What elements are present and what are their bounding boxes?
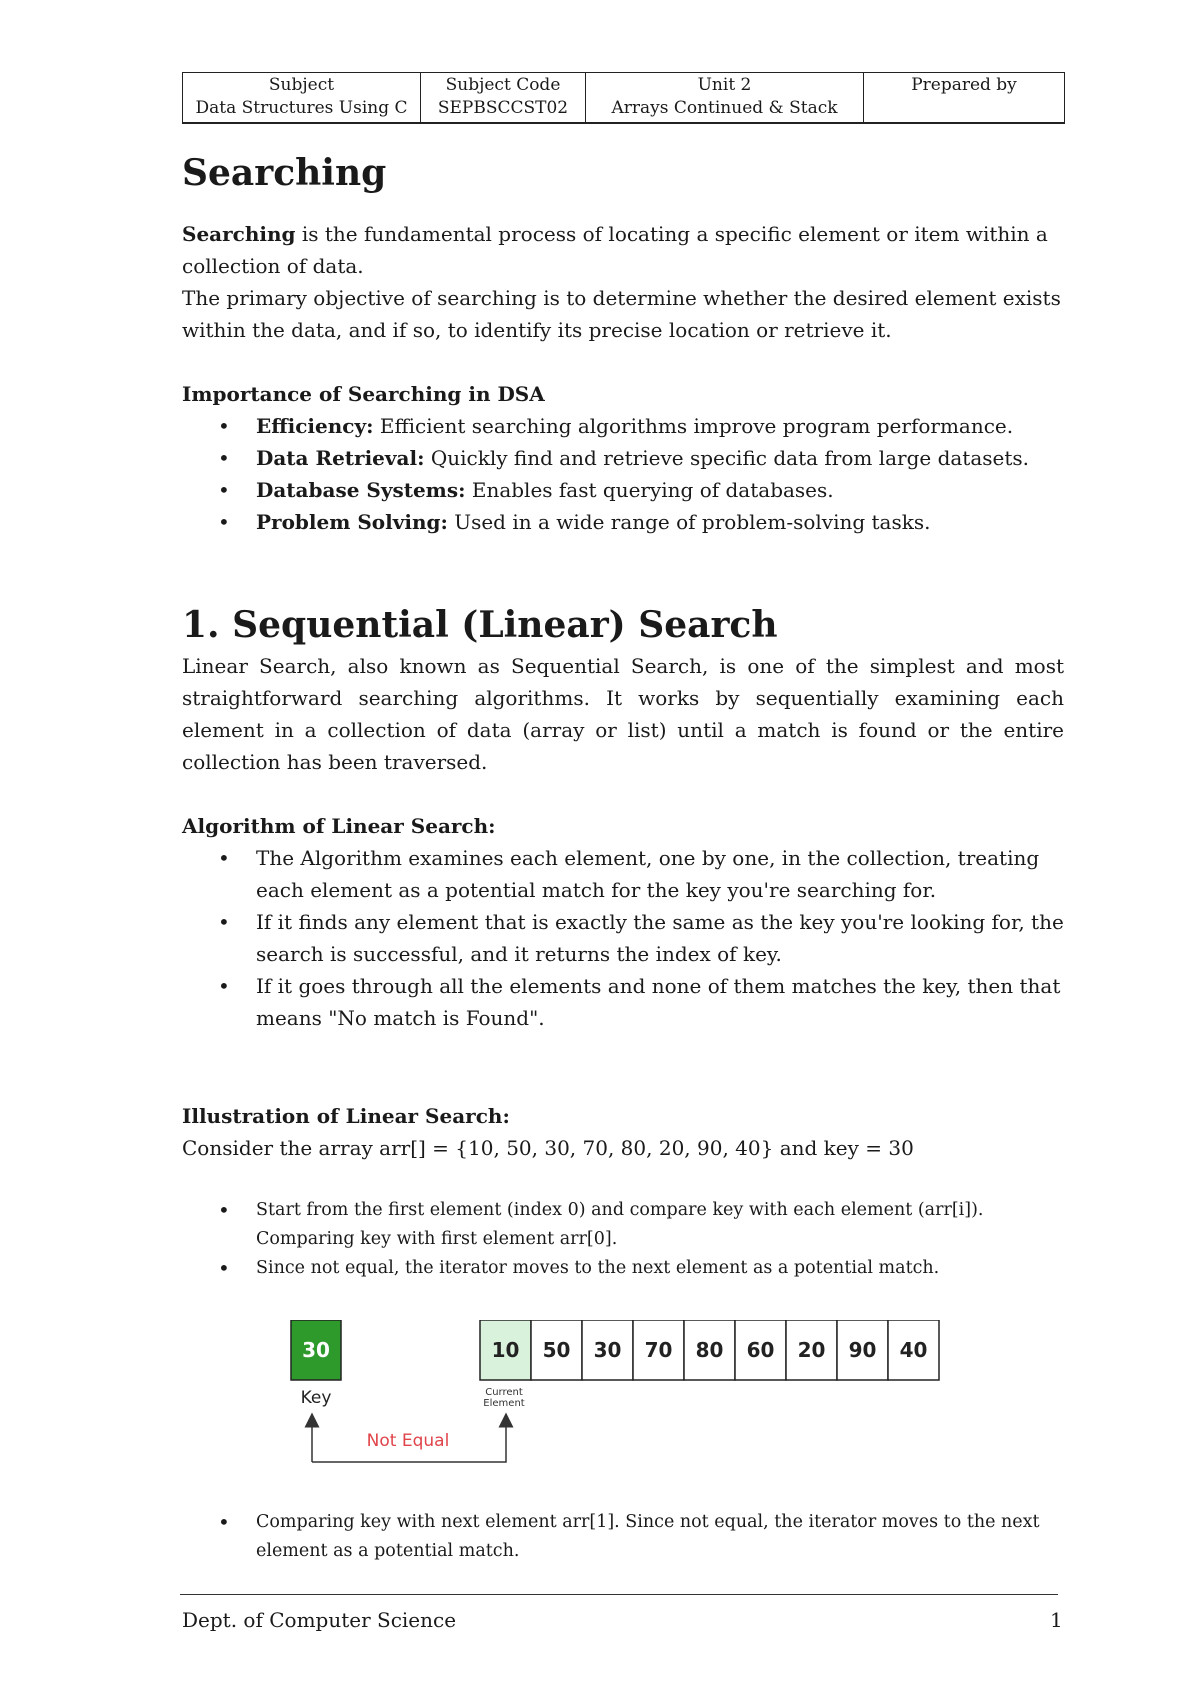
footer-department: Dept. of Computer Science — [182, 1608, 457, 1632]
header-label: Subject — [268, 75, 335, 95]
searching-objective: The primary objective of searching is to determine whether the desired element exists within the data, and if so, to identify its precise location or retrieve it. — [182, 286, 1061, 342]
algorithm-heading: Algorithm of Linear Search: — [182, 814, 496, 838]
header-value: Data Structures Using C — [195, 98, 408, 118]
key-box — [291, 1320, 341, 1380]
array-cell — [786, 1320, 837, 1380]
page-number: 1 — [1050, 1608, 1063, 1632]
searching-intro — [182, 218, 1064, 282]
array-cell-value: 10 — [491, 1338, 520, 1362]
array-cell-value: 20 — [797, 1338, 826, 1362]
list-item: • Problem Solving: Used in a wide range of problem-solving tasks. — [182, 506, 1064, 538]
array-cell — [888, 1320, 939, 1380]
array-cell — [531, 1320, 582, 1380]
searching-intro-text: is the fundamental process of locating a specific element or item within a collection of data. — [182, 222, 1048, 278]
linear-search-description: Linear Search, also known as Sequential Search, is one of the simplest and most straightforward searching algorithms. It works by sequentially examining each element in a collection of data (array or list) until a match is found or the entire collection has been traversed. — [182, 654, 1064, 774]
algorithm-list — [182, 842, 1064, 1034]
header-cell-prepared-by — [864, 73, 1065, 124]
linear-search-title: 1. Sequential (Linear) Search — [182, 604, 778, 646]
illustration-text: Consider the array arr[] = {10, 50, 30, 70, 80, 20, 90, 40} and key = 30 — [182, 1136, 914, 1160]
searching-title: Searching — [182, 152, 387, 194]
key-value: 30 — [302, 1338, 330, 1362]
list-item: • Database Systems: Enables fast querying of databases. — [182, 474, 1064, 506]
current-element-label-line1: Current — [485, 1387, 523, 1398]
header-table — [182, 72, 1065, 124]
list-item: • If it goes through all the elements and none of them matches the key, then that means "No match is Found". — [182, 970, 1064, 1034]
array-cell — [837, 1320, 888, 1380]
footer-divider — [180, 1594, 1058, 1595]
header-value: SEPBSCCST02 — [437, 98, 569, 118]
list-item: • Efficiency: Efficient searching algorithms improve program performance. — [182, 410, 1064, 442]
linear-search-diagram — [280, 1320, 960, 1480]
current-element-label-line2: Element — [483, 1398, 525, 1409]
array-cell-current — [480, 1320, 531, 1380]
array-cell-value: 40 — [899, 1338, 928, 1362]
list-item: • Data Retrieval: Quickly find and retrieve specific data from large datasets. — [182, 442, 1064, 474]
list-item: • The Algorithm examines each element, one by one, in the collection, treating each element as a potential match for the key you're searching for. — [182, 842, 1064, 906]
illustration-heading: Illustration of Linear Search: — [182, 1104, 510, 1128]
array-cell — [684, 1320, 735, 1380]
header-cell-subject-code — [421, 73, 586, 124]
importance-heading: Importance of Searching in DSA — [182, 382, 545, 406]
array-cell-value: 90 — [848, 1338, 877, 1362]
list-item: • Comparing key with next element arr[1]. Since not equal, the iterator moves to the next element as a potential match. — [182, 1508, 1064, 1566]
header-label: Unit 2 — [697, 75, 752, 95]
list-item: • If it finds any element that is exactly the same as the key you're looking for, the search is successful, and it returns the index of key. — [182, 906, 1064, 970]
header-cell-unit — [586, 73, 864, 124]
array-cell — [582, 1320, 633, 1380]
array-cell — [735, 1320, 786, 1380]
array-cell-value: 30 — [593, 1338, 622, 1362]
header-label: Subject Code — [445, 75, 561, 95]
importance-list — [182, 410, 1064, 538]
searching-intro-term: Searching — [182, 222, 296, 246]
key-label: Key — [300, 1388, 332, 1408]
steps-list — [182, 1196, 1064, 1283]
header-label: Prepared by — [911, 75, 1017, 95]
list-item: • Since not equal, the iterator moves to the next element as a potential match. — [182, 1254, 1064, 1283]
header-cell-subject — [183, 73, 421, 124]
header-value: Arrays Continued & Stack — [611, 98, 838, 118]
list-item: • Start from the first element (index 0) and compare key with each element (arr[i]). Comparing key with first element arr[0]. — [182, 1196, 1064, 1254]
array-cell — [633, 1320, 684, 1380]
array-cell-value: 50 — [542, 1338, 571, 1362]
steps-after-list — [182, 1508, 1064, 1566]
array-cell-value: 70 — [644, 1338, 673, 1362]
array-cell-value: 80 — [695, 1338, 724, 1362]
array-cell-value: 60 — [746, 1338, 775, 1362]
not-equal-label: Not Equal — [366, 1431, 450, 1451]
array-cells — [480, 1320, 939, 1380]
